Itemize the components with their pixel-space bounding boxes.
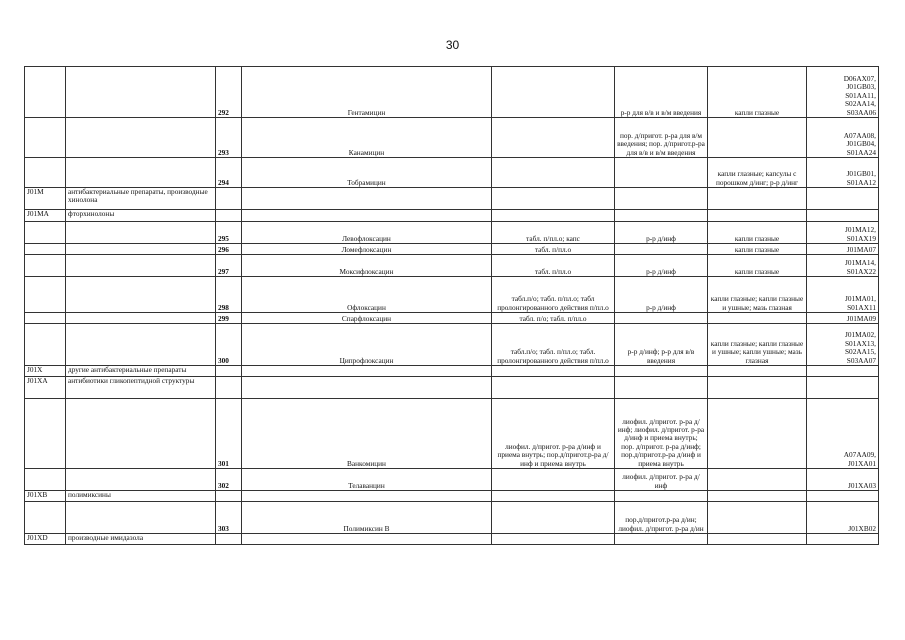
dosage-forms-oral (492, 67, 615, 118)
dosage-forms-topical (708, 313, 807, 324)
atc-codes: J01XA03 (807, 469, 879, 491)
drug-row (25, 158, 879, 188)
dosage-forms-oral (492, 502, 615, 534)
drug-name (242, 377, 492, 399)
atc-group-code (25, 244, 66, 255)
atc-codes: J01MA01, S01AX11 (807, 277, 879, 313)
atc-group-code: J01XD (25, 534, 66, 545)
drug-name: Ванкомицин (242, 399, 492, 469)
atc-group-description (66, 277, 216, 313)
atc-group-description: антибиотики гликопептидной структуры (66, 377, 216, 399)
atc-codes: A07AA08, J01GB04, S01AA24 (807, 118, 879, 158)
drug-name: Офлоксацин (242, 277, 492, 313)
row-number: 300 (216, 324, 242, 366)
row-number: 303 (216, 502, 242, 534)
dosage-forms-injection: р-р для в/в и в/м введения (615, 67, 708, 118)
atc-group-description: полимиксины (66, 491, 216, 502)
group-row (25, 188, 879, 210)
dosage-forms-oral: табл. п/пл.о (492, 255, 615, 277)
atc-group-description: фторхинолоны (66, 210, 216, 222)
atc-group-code (25, 158, 66, 188)
dosage-forms-injection (615, 210, 708, 222)
row-number (216, 366, 242, 377)
atc-group-description (66, 313, 216, 324)
group-row (25, 534, 879, 545)
row-number (216, 210, 242, 222)
dosage-forms-topical: капли глазные; капсулы с порошком д/инг; р-р д/инг (708, 158, 807, 188)
atc-group-code (25, 324, 66, 366)
atc-group-description (66, 158, 216, 188)
atc-codes (807, 534, 879, 545)
drug-name: Тобрамицин (242, 158, 492, 188)
dosage-forms-injection (615, 534, 708, 545)
dosage-forms-oral: табл. п/пл.о (492, 244, 615, 255)
dosage-forms-topical: капли глазные (708, 244, 807, 255)
drug-name (242, 366, 492, 377)
group-row (25, 377, 879, 399)
atc-group-code: J01M (25, 188, 66, 210)
row-number: 295 (216, 222, 242, 244)
row-number: 301 (216, 399, 242, 469)
page-number: 30 (445, 38, 460, 52)
drug-row (25, 255, 879, 277)
drug-name: Ципрофлоксацин (242, 324, 492, 366)
atc-group-description: антибактериальные препараты, производные хинолона (66, 188, 216, 210)
row-number: 293 (216, 118, 242, 158)
dosage-forms-injection: пор. д/пригот. р-ра для в/м введения; пор. д/пригот.р-ра для в/в и в/м введения (615, 118, 708, 158)
group-row (25, 210, 879, 222)
dosage-forms-injection (615, 366, 708, 377)
atc-codes (807, 188, 879, 210)
atc-codes: A07AA09, J01XA01 (807, 399, 879, 469)
drug-row (25, 277, 879, 313)
atc-group-code (25, 67, 66, 118)
atc-group-code (25, 469, 66, 491)
atc-codes: J01MA07 (807, 244, 879, 255)
dosage-forms-oral: табл. п/о; табл. п/пл.о (492, 313, 615, 324)
drug-name: Левофлоксацин (242, 222, 492, 244)
drug-name (242, 534, 492, 545)
row-number: 302 (216, 469, 242, 491)
drug-name: Моксифлоксацин (242, 255, 492, 277)
atc-group-code (25, 502, 66, 534)
drug-row (25, 399, 879, 469)
drug-name (242, 491, 492, 502)
drug-row (25, 502, 879, 534)
atc-group-code: J01X (25, 366, 66, 377)
atc-codes (807, 377, 879, 399)
row-number: 292 (216, 67, 242, 118)
dosage-forms-injection (615, 377, 708, 399)
row-number: 294 (216, 158, 242, 188)
atc-group-description (66, 67, 216, 118)
row-number: 297 (216, 255, 242, 277)
atc-group-code (25, 255, 66, 277)
drug-row (25, 313, 879, 324)
dosage-forms-topical: капли глазные (708, 255, 807, 277)
atc-group-code: J01XA (25, 377, 66, 399)
row-number (216, 491, 242, 502)
drug-table (24, 66, 879, 545)
atc-group-description (66, 222, 216, 244)
atc-group-description (66, 502, 216, 534)
atc-group-code: J01XB (25, 491, 66, 502)
dosage-forms-oral (492, 366, 615, 377)
drug-name: Ломефлоксацин (242, 244, 492, 255)
dosage-forms-injection: р-р д/инф; р-р для в/в введения (615, 324, 708, 366)
atc-group-code (25, 277, 66, 313)
dosage-forms-oral: табл. п/пл.о; капс (492, 222, 615, 244)
dosage-forms-injection (615, 188, 708, 210)
dosage-forms-oral (492, 534, 615, 545)
drug-name: Гентамицин (242, 67, 492, 118)
atc-group-code (25, 118, 66, 158)
dosage-forms-oral (492, 158, 615, 188)
dosage-forms-injection (615, 313, 708, 324)
dosage-forms-injection: р-р д/инф (615, 277, 708, 313)
dosage-forms-topical (708, 491, 807, 502)
row-number: 298 (216, 277, 242, 313)
atc-codes: J01MA14, S01AX22 (807, 255, 879, 277)
atc-group-code (25, 399, 66, 469)
atc-group-description (66, 469, 216, 491)
atc-codes: D06AX07, J01GB03, S01AA11, S02AA14, S03AA06 (807, 67, 879, 118)
row-number: 299 (216, 313, 242, 324)
dosage-forms-topical (708, 366, 807, 377)
dosage-forms-topical (708, 377, 807, 399)
dosage-forms-topical: капли глазные; капли глазные и ушные; мазь глазная (708, 277, 807, 313)
drug-row (25, 244, 879, 255)
drug-row (25, 67, 879, 118)
dosage-forms-oral (492, 188, 615, 210)
drug-name (242, 188, 492, 210)
atc-group-description (66, 118, 216, 158)
dosage-forms-injection: р-р д/инф (615, 222, 708, 244)
group-row (25, 491, 879, 502)
atc-group-code: J01MA (25, 210, 66, 222)
row-number (216, 534, 242, 545)
dosage-forms-injection: пор.д/пригот.р-ра д/ин; лиофил. д/пригот. р-ра д/ин (615, 502, 708, 534)
atc-group-description (66, 255, 216, 277)
dosage-forms-topical (708, 188, 807, 210)
atc-codes (807, 491, 879, 502)
drug-row (25, 118, 879, 158)
row-number (216, 377, 242, 399)
dosage-forms-topical (708, 118, 807, 158)
dosage-forms-oral: табл.п/о; табл. п/пл.о; табл пролонгированного действия п/пл.о (492, 277, 615, 313)
dosage-forms-oral (492, 491, 615, 502)
dosage-forms-injection: р-р д/инф (615, 255, 708, 277)
atc-group-description: производные имидазола (66, 534, 216, 545)
drug-row (25, 222, 879, 244)
drug-name: Полимиксин В (242, 502, 492, 534)
atc-codes (807, 366, 879, 377)
dosage-forms-oral: лиофил. д/пригот. р-ра д/инф и приема внутрь; пор.д/пригот.р-ра д/инф и приема внутрь (492, 399, 615, 469)
atc-group-description (66, 324, 216, 366)
dosage-forms-oral (492, 210, 615, 222)
atc-group-code (25, 313, 66, 324)
group-row (25, 366, 879, 377)
dosage-forms-injection (615, 491, 708, 502)
dosage-forms-topical (708, 534, 807, 545)
atc-codes: J01XB02 (807, 502, 879, 534)
dosage-forms-injection: лиофил. д/пригот. р-ра д/инф; лиофил. д/пригот. р-ра д/инф и приема внутрь; пор. д/пригот. р-ра д/инф; пор.д/пригот.р-ра д/инф и приема внутрь (615, 399, 708, 469)
atc-codes: J01MA02, S01AX13, S02AA15, S03AA07 (807, 324, 879, 366)
atc-group-code (25, 222, 66, 244)
dosage-forms-topical (708, 502, 807, 534)
dosage-forms-topical (708, 469, 807, 491)
dosage-forms-injection (615, 244, 708, 255)
dosage-forms-topical: капли глазные; капли глазные и ушные; капли ушные; мазь глазная (708, 324, 807, 366)
atc-group-description: другие антибактериальные препараты (66, 366, 216, 377)
dosage-forms-oral (492, 118, 615, 158)
atc-codes: J01MA12, S01AX19 (807, 222, 879, 244)
atc-group-description (66, 244, 216, 255)
table-body (25, 67, 879, 545)
dosage-forms-injection: лиофил. д/пригот. р-ра д/инф (615, 469, 708, 491)
dosage-forms-topical: капли глазные (708, 222, 807, 244)
drug-name: Спарфлоксацин (242, 313, 492, 324)
dosage-forms-topical: капли глазные (708, 67, 807, 118)
dosage-forms-oral (492, 469, 615, 491)
drug-name: Канамицин (242, 118, 492, 158)
dosage-forms-oral: табл.п/о; табл. п/пл.о; табл. пролонгированного действия п/пл.о (492, 324, 615, 366)
atc-codes: J01GB01, S01AA12 (807, 158, 879, 188)
drug-row (25, 324, 879, 366)
row-number (216, 188, 242, 210)
atc-group-description (66, 399, 216, 469)
dosage-forms-oral (492, 377, 615, 399)
atc-codes (807, 210, 879, 222)
atc-codes: J01MA09 (807, 313, 879, 324)
dosage-forms-topical (708, 399, 807, 469)
drug-name (242, 210, 492, 222)
row-number: 296 (216, 244, 242, 255)
dosage-forms-topical (708, 210, 807, 222)
drug-row (25, 469, 879, 491)
drug-name: Телаванцин (242, 469, 492, 491)
dosage-forms-injection (615, 158, 708, 188)
